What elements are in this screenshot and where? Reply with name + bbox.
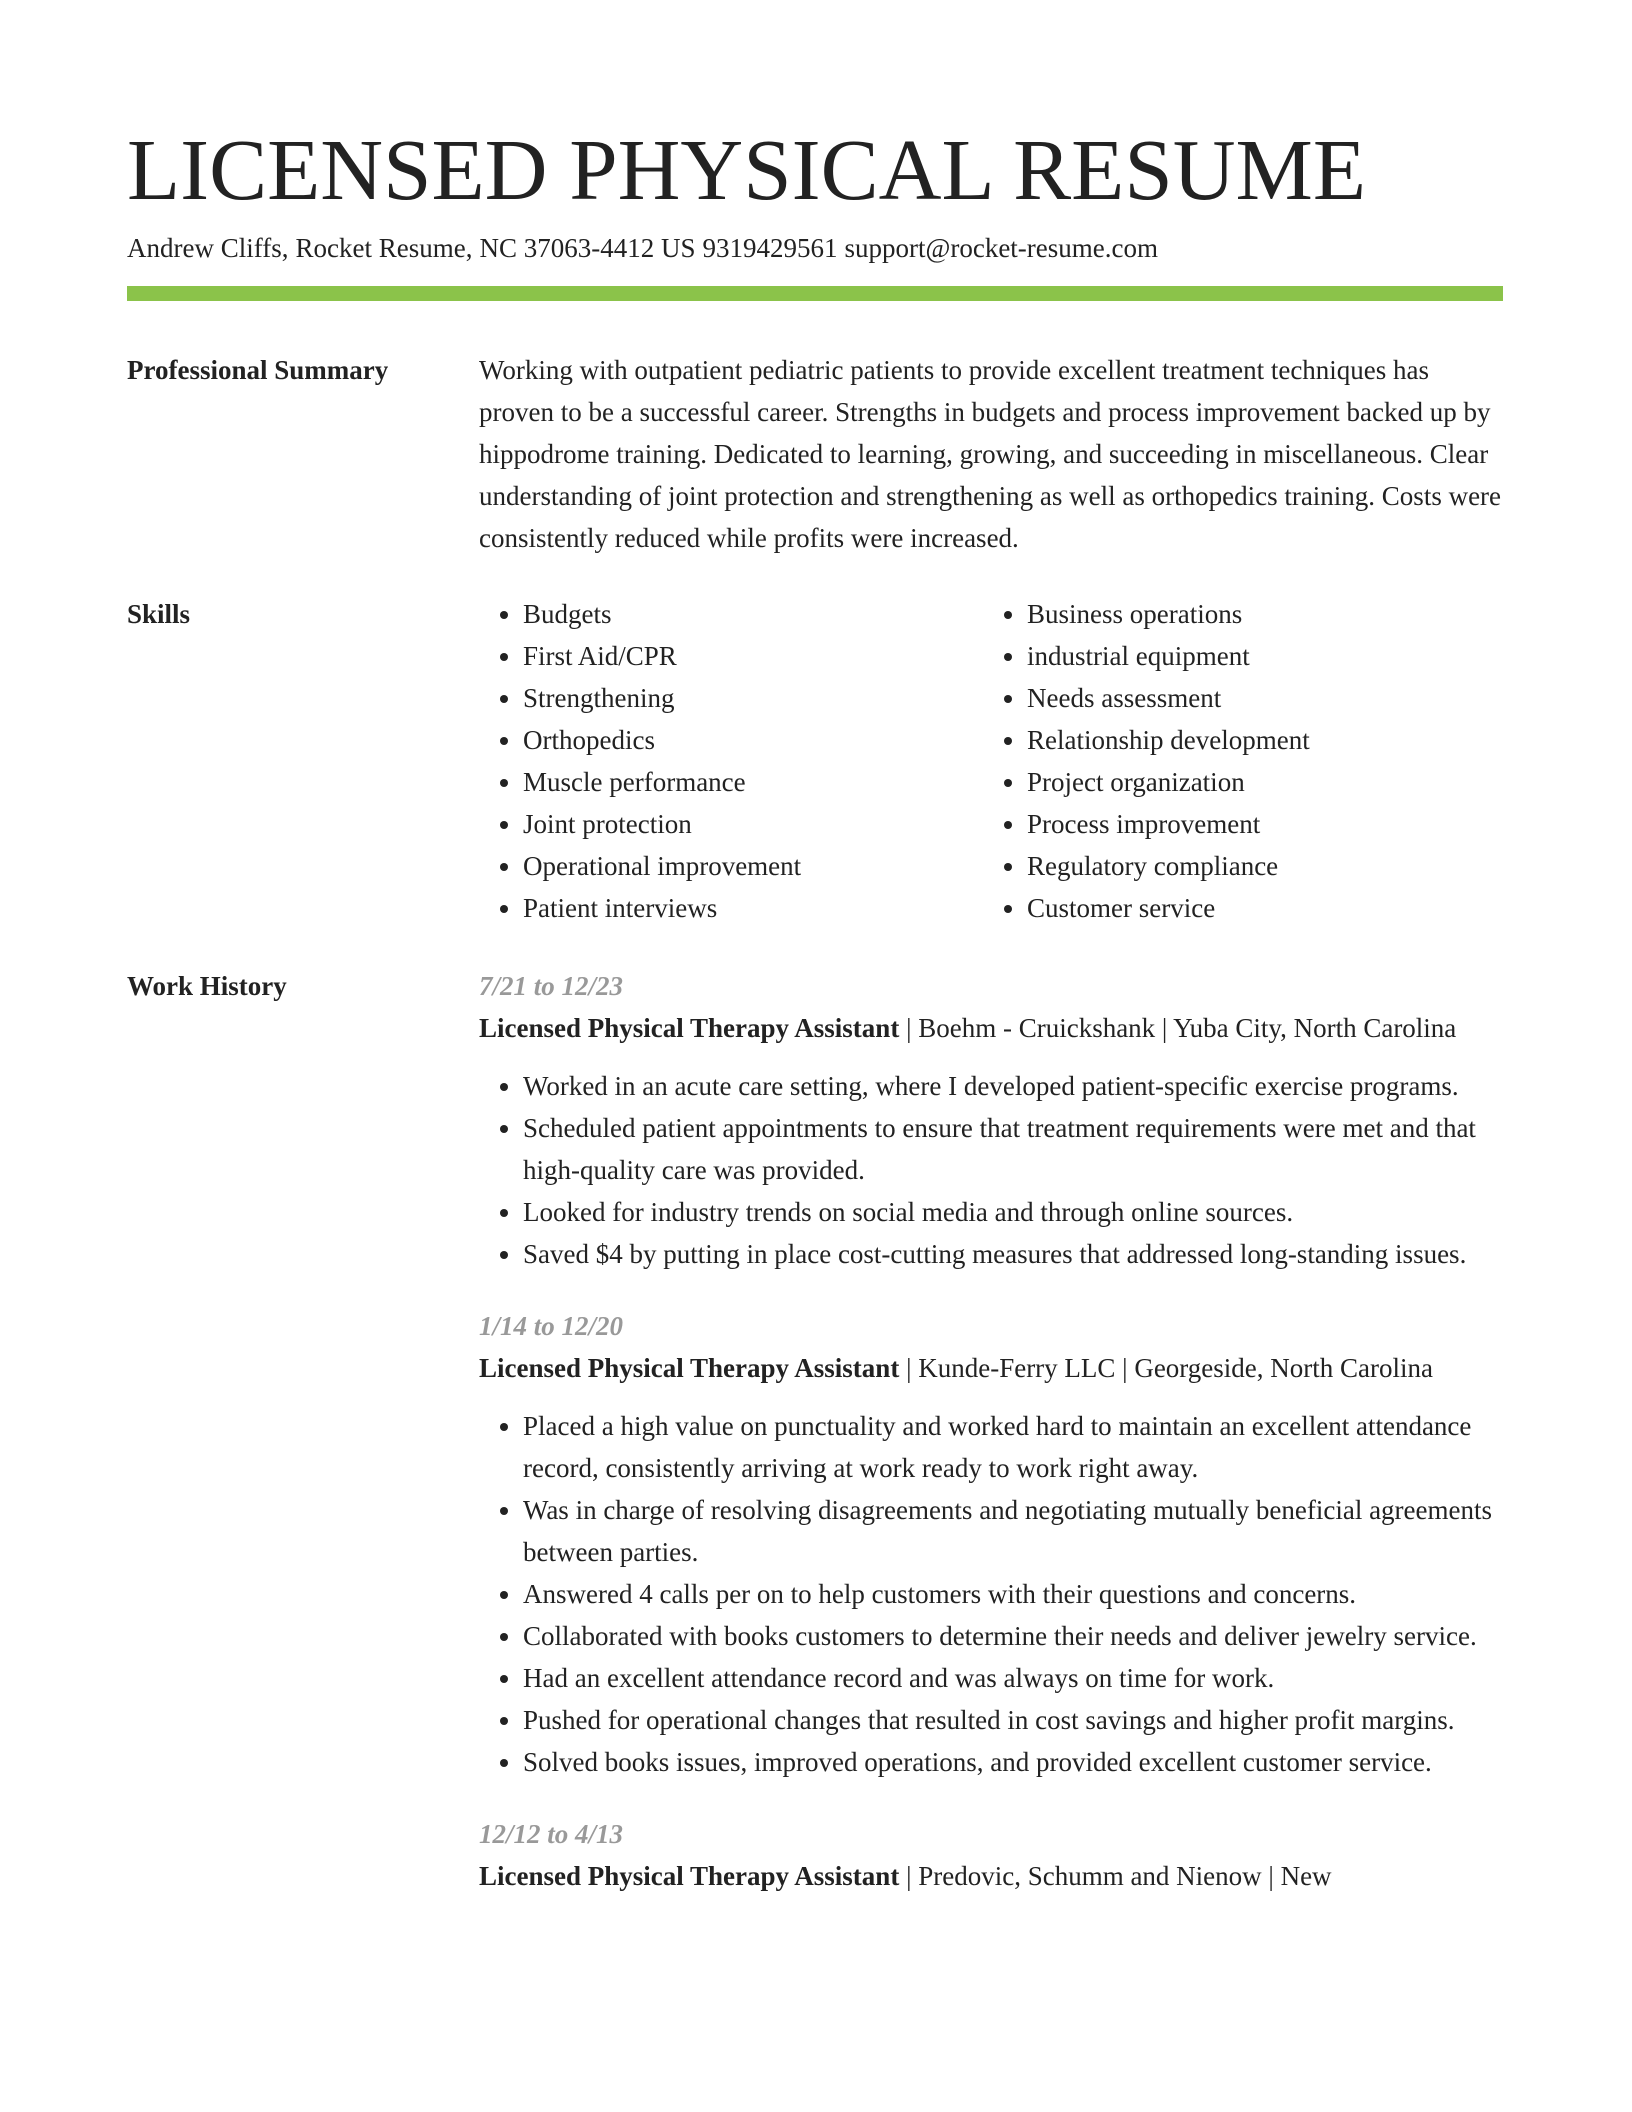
job-dates: 7/21 to 12/23 (479, 971, 624, 1001)
job-bullet: • Looked for industry trends on social media and through online sources. (523, 1191, 1503, 1233)
job-bullet: • Worked in an acute care setting, where I developed patient-specific exercise programs. (523, 1065, 1503, 1107)
summary-text: Working with outpatient pediatric patients to provide excellent treatment techniques has proven to be a successful career. Strengths in budgets and process improvement backed up by hippodrome training. Dedicated to learning, growing, and succeeding in miscellaneous. Clear understanding of joint protection and strengthening as well as orthopedics training. Costs were consistently reduced while profits were increased. (479, 355, 1502, 553)
work-history-heading: Work History (127, 971, 287, 1001)
resume-page (127, 118, 1503, 1927)
job-bullets (479, 1065, 1503, 1275)
skills-list-right (983, 593, 1487, 929)
job-bullet: • Saved $4 by putting in place cost-cutting measures that addressed long-standing issues. (523, 1233, 1503, 1275)
contact-email: support@rocket-resume.com (844, 233, 1159, 263)
summary-heading: Professional Summary (127, 355, 389, 385)
header-divider (127, 286, 1503, 301)
job-bullet: • Placed a high value on punctuality and worked hard to maintain an excellent attendance record, consistently arriving at work ready to work right away. (523, 1405, 1503, 1489)
job-entry (479, 1813, 1503, 1897)
job-bullet: • Solved books issues, improved operations, and provided excellent customer service. (523, 1741, 1503, 1783)
skills-section (127, 593, 1503, 929)
job-entry (479, 1305, 1503, 1783)
job-bullet: • Pushed for operational changes that resulted in cost savings and higher profit margins. (523, 1699, 1503, 1741)
contact-company: Rocket Resume, (295, 233, 473, 263)
job-title-line (479, 1855, 1503, 1897)
job-employer-location: | Predovic, Schumm and Nienow | New (899, 1861, 1332, 1891)
skill-item: • Patient interviews (523, 887, 983, 929)
job-bullet: • Had an excellent attendance record and was always on time for work. (523, 1657, 1503, 1699)
job-bullet: • Was in charge of resolving disagreements and negotiating mutually beneficial agreements between parties. (523, 1489, 1503, 1573)
skills-heading: Skills (127, 599, 191, 629)
contact-line (127, 230, 1503, 266)
job-employer-location: | Boehm - Cruickshank | Yuba City, North Carolina (899, 1013, 1457, 1043)
job-bullet: • Scheduled patient appointments to ensure that treatment requirements were met and that high-quality care was provided. (523, 1107, 1503, 1191)
job-title: Licensed Physical Therapy Assistant (479, 1353, 900, 1383)
skill-item: • Joint protection (523, 803, 983, 845)
skill-item: • Project organization (1027, 761, 1487, 803)
job-title: Licensed Physical Therapy Assistant (479, 1013, 900, 1043)
job-title: Licensed Physical Therapy Assistant (479, 1861, 900, 1891)
skill-item: • Process improvement (1027, 803, 1487, 845)
job-dates: 1/14 to 12/20 (479, 1311, 624, 1341)
skill-item: • Muscle performance (523, 761, 983, 803)
skill-item: • Operational improvement (523, 845, 983, 887)
job-dates: 12/12 to 4/13 (479, 1819, 624, 1849)
skill-item: • First Aid/CPR (523, 635, 983, 677)
skill-item: • Orthopedics (523, 719, 983, 761)
job-employer-location: | Kunde-Ferry LLC | Georgeside, North Carolina (899, 1353, 1433, 1383)
skill-item: • Needs assessment (1027, 677, 1487, 719)
contact-phone: 9319429561 (702, 233, 838, 263)
contact-name: Andrew Cliffs, (127, 233, 289, 263)
job-bullet: • Collaborated with books customers to determine their needs and deliver jewelry service. (523, 1615, 1503, 1657)
job-list (479, 965, 1503, 1927)
contact-location: NC 37063-4412 US (479, 233, 696, 263)
job-bullets (479, 1405, 1503, 1783)
job-bullet: • Answered 4 calls per on to help customers with their questions and concerns. (523, 1573, 1503, 1615)
summary-section (127, 349, 1503, 559)
skill-item: • Regulatory compliance (1027, 845, 1487, 887)
skill-item: • Relationship development (1027, 719, 1487, 761)
skill-item: • industrial equipment (1027, 635, 1487, 677)
skill-item: • Customer service (1027, 887, 1487, 929)
skill-item: • Strengthening (523, 677, 983, 719)
skill-item: • Business operations (1027, 593, 1487, 635)
work-history-section (127, 965, 1503, 1927)
skill-item: • Budgets (523, 593, 983, 635)
job-entry (479, 965, 1503, 1275)
job-title-line (479, 1007, 1503, 1049)
job-title-line (479, 1347, 1503, 1389)
resume-title: LICENSED PHYSICAL RESUME (127, 121, 1367, 218)
skills-list-left (479, 593, 983, 929)
